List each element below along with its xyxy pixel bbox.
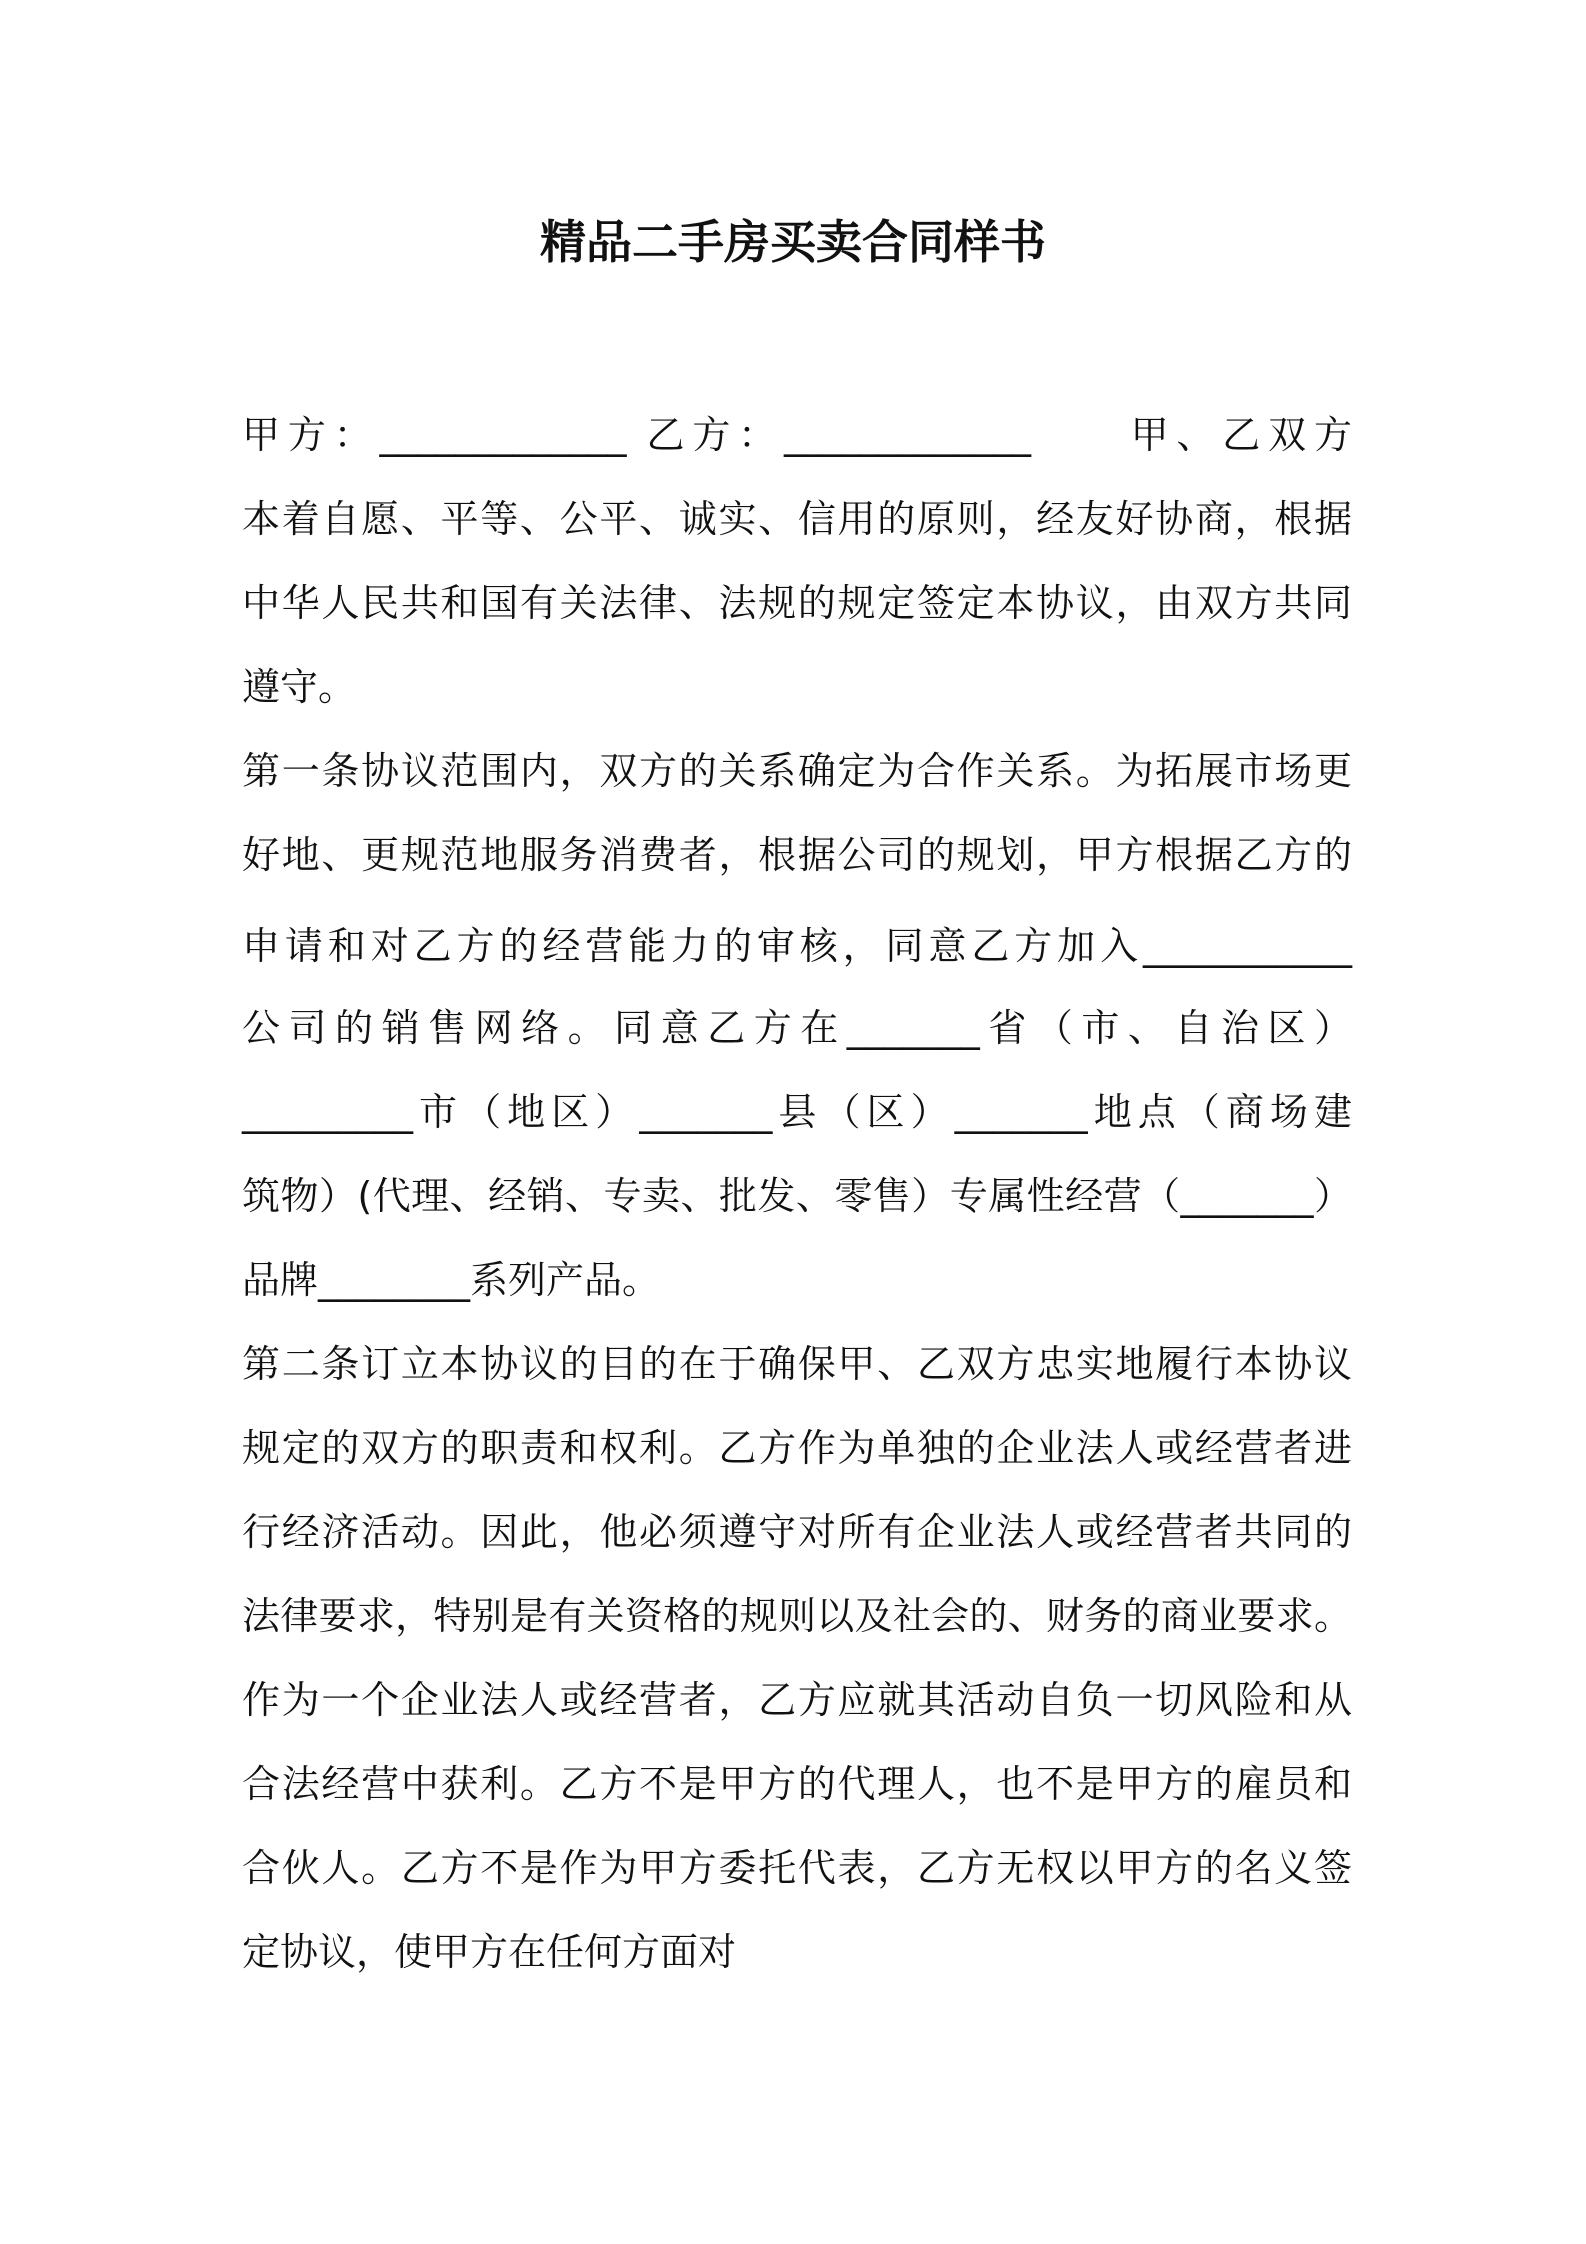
article-2-line-8: 定协议，使甲方在任何方面对 xyxy=(242,1930,737,1974)
article-2-line-6: 合法经营中获利。乙方不是甲方的代理人，也不是甲方的雇员和 xyxy=(242,1762,1352,1806)
article-2-line-3: 行经济活动。因此，他必须遵守对所有企业法人或经营者共同的 xyxy=(242,1510,1352,1554)
article-1-line-3: 申请和对乙方的经营能力的审核，同意乙方加入___________ xyxy=(242,924,1352,968)
article-1-line-1: 第一条协议范围内，双方的关系确定为合作关系。为拓展市场更 xyxy=(242,749,1352,793)
article-1-line-7: 品牌________系列产品。 xyxy=(242,1258,661,1302)
paragraph-line-3: 中华人民共和国有关法律、法规的规定签定本协议，由双方共同 xyxy=(242,581,1352,625)
paragraph-line-1: 甲方：_____________ 乙方：_____________ 甲、乙双方 xyxy=(242,413,1352,457)
document-title: 精品二手房买卖合同样书 xyxy=(540,215,1046,269)
article-1-line-2: 好地、更规范地服务消费者，根据公司的规划，甲方根据乙方的 xyxy=(242,833,1352,877)
paragraph-line-2: 本着自愿、平等、公平、诚实、信用的原则，经友好协商，根据 xyxy=(242,497,1352,541)
article-2-line-2: 规定的双方的职责和权利。乙方作为单独的企业法人或经营者进 xyxy=(242,1426,1352,1470)
article-2-line-7: 合伙人。乙方不是作为甲方委托代表，乙方无权以甲方的名义签 xyxy=(242,1846,1352,1890)
article-1-line-5: _________市（地区）_______县（区）_______地点（商场建 xyxy=(242,1090,1352,1134)
article-1-line-4: 公司的销售网络。同意乙方在_______省（市、自治区） xyxy=(242,1006,1352,1050)
article-2-line-4: 法律要求，特别是有关资格的规则以及社会的、财务的商业要求。 xyxy=(242,1594,1352,1638)
paragraph-line-4: 遵守。 xyxy=(242,665,357,709)
article-1-line-6: 筑物）(代理、经销、专卖、批发、零售）专属性经营（_______） xyxy=(242,1174,1352,1218)
article-2-line-5: 作为一个企业法人或经营者，乙方应就其活动自负一切风险和从 xyxy=(242,1678,1352,1722)
article-2-line-1: 第二条订立本协议的目的在于确保甲、乙双方忠实地履行本协议 xyxy=(242,1342,1352,1386)
